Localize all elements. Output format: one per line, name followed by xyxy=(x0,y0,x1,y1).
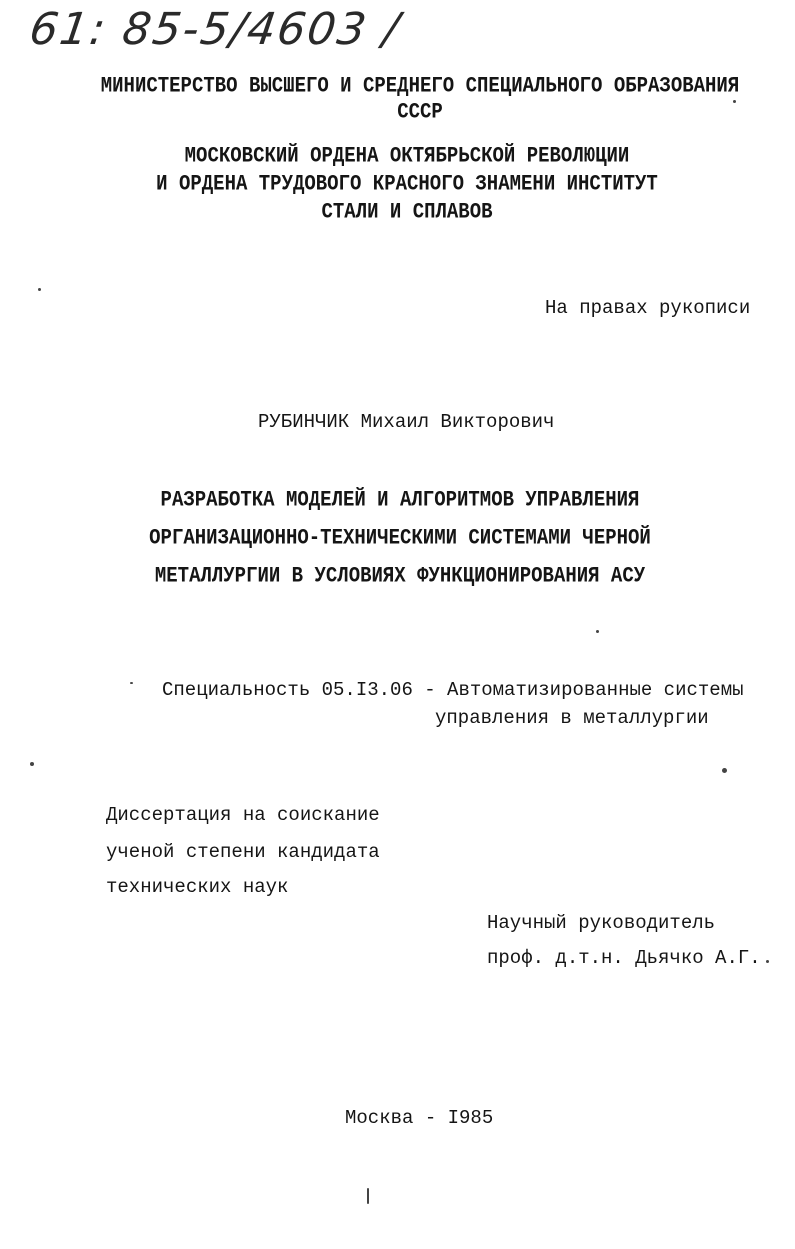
supervisor-name: проф. д.т.н. Дьячко А.Г. xyxy=(487,947,761,969)
institute-line-3: СТАЛИ И СПЛАВОВ xyxy=(321,199,493,225)
scan-speck xyxy=(722,768,727,773)
scan-speck xyxy=(733,100,736,103)
institute-line-1: МОСКОВСКИЙ ОРДЕНА ОКТЯБРЬСКОЙ РЕВОЛЮЦИИ xyxy=(184,143,630,169)
institute-line-2: И ОРДЕНА ТРУДОВОГО КРАСНОГО ЗНАМЕНИ ИНСТИТУТ xyxy=(156,171,658,197)
dissertation-title-line-2: ОРГАНИЗАЦИОННО-ТЕХНИЧЕСКИМИ СИСТЕМАМИ ЧЕРНОЙ xyxy=(149,525,651,551)
author-name: РУБИНЧИК Михаил Викторович xyxy=(258,411,555,433)
dissertation-line-2: ученой степени кандидата xyxy=(106,841,380,863)
ministry-line-2: СССР xyxy=(397,99,443,125)
dissertation-title-line-1: РАЗРАБОТКА МОДЕЛЕЙ И АЛГОРИТМОВ УПРАВЛЕНИЯ xyxy=(160,487,640,513)
scan-speck xyxy=(38,288,41,291)
specialty-line-2: управления в металлургии xyxy=(435,707,709,729)
manuscript-note: На правах рукописи xyxy=(545,297,751,319)
dissertation-title-line-3: МЕТАЛЛУРГИИ В УСЛОВИЯХ ФУНКЦИОНИРОВАНИЯ АСУ xyxy=(154,563,646,589)
scan-speck xyxy=(367,1188,369,1204)
scan-speck xyxy=(30,762,34,766)
scan-speck xyxy=(596,630,599,633)
specialty-line-1: Специальность 05.I3.06 - Автоматизированные системы xyxy=(162,679,744,701)
archive-mark: 61: 85-5/4603 / xyxy=(26,4,404,55)
scan-speck xyxy=(766,960,769,963)
scan-speck xyxy=(130,682,133,684)
city-year: Москва - I985 xyxy=(345,1107,494,1129)
dissertation-line-1: Диссертация на соискание xyxy=(106,804,380,826)
supervisor-label: Научный руководитель xyxy=(487,912,716,934)
dissertation-line-3: технических наук xyxy=(106,876,289,898)
ministry-line-1: МИНИСТЕРСТВО ВЫСШЕГО И СРЕДНЕГО СПЕЦИАЛЬНОГО ОБРАЗОВАНИЯ xyxy=(100,73,740,99)
